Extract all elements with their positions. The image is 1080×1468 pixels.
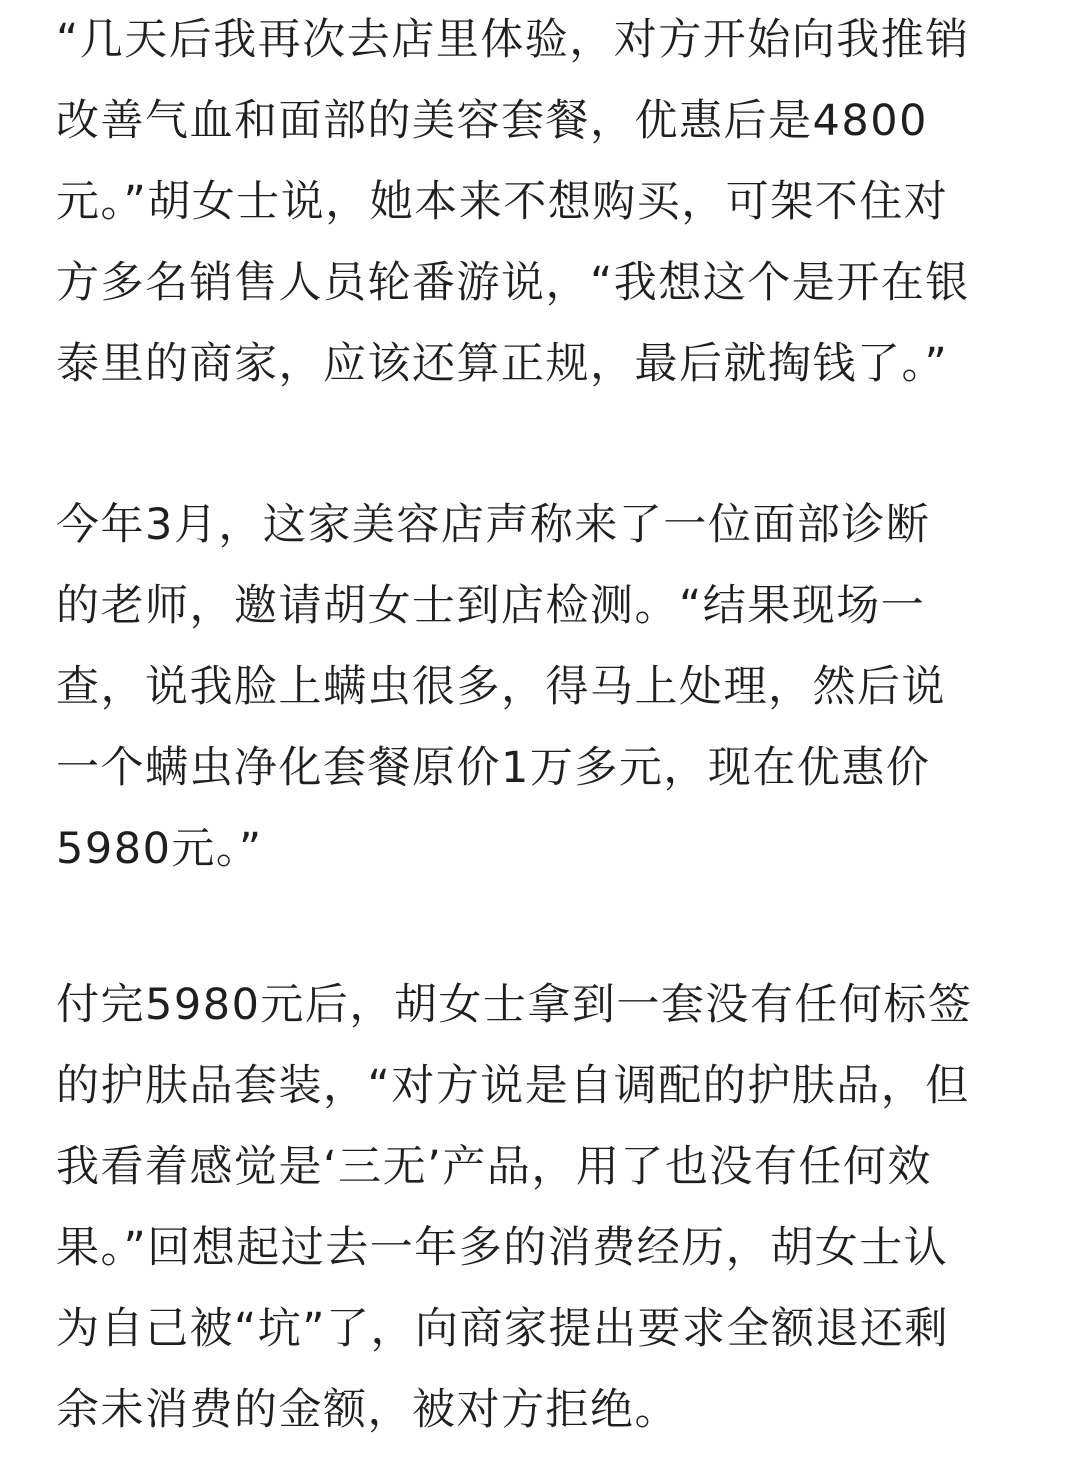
paragraph-line: 付完5980元后，胡女士拿到一套没有任何标签 [56, 980, 973, 1030]
paragraph-line: 方多名销售人员轮番游说，“我想这个是开在银 [56, 258, 970, 308]
paragraph-1 [56, 0, 970, 405]
paragraph-line: 我看着感觉是‘三无’产品，用了也没有任何效 [56, 1142, 932, 1192]
paragraph-line: 5980元。” [56, 824, 263, 874]
paragraph-line: 改善气血和面部的美容套餐，优惠后是4800 [56, 96, 928, 146]
paragraph-line: “几天后我再次去店里体验，对方开始向我推销 [56, 15, 970, 65]
paragraph-2 [56, 485, 946, 890]
paragraph-line: 为自己被“坑”了，向商家提出要求全额退还剩 [56, 1304, 950, 1354]
paragraph-line: 果。”回想起过去一年多的消费经历，胡女士认 [56, 1223, 949, 1273]
paragraph-3 [56, 965, 972, 1451]
paragraph-line: 一个螨虫净化套餐原价1万多元，现在优惠价 [56, 743, 931, 793]
paragraph-line: 的老师，邀请胡女士到店检测。“结果现场一 [56, 581, 926, 631]
paragraph-line: 泰里的商家，应该还算正规，最后就掏钱了。” [56, 339, 949, 389]
paragraph-line: 余未消费的金额，被对方拒绝。 [56, 1385, 679, 1435]
paragraph-line: 查，说我脸上螨虫很多，得马上处理，然后说 [56, 662, 946, 712]
paragraph-line: 今年3月，这家美容店声称来了一位面部诊断 [56, 500, 931, 550]
paragraph-line: 的护肤品套装，“对方说是自调配的护肤品，但 [56, 1061, 970, 1111]
paragraph-line: 元。”胡女士说，她本来不想购买，可架不住对 [56, 177, 949, 227]
